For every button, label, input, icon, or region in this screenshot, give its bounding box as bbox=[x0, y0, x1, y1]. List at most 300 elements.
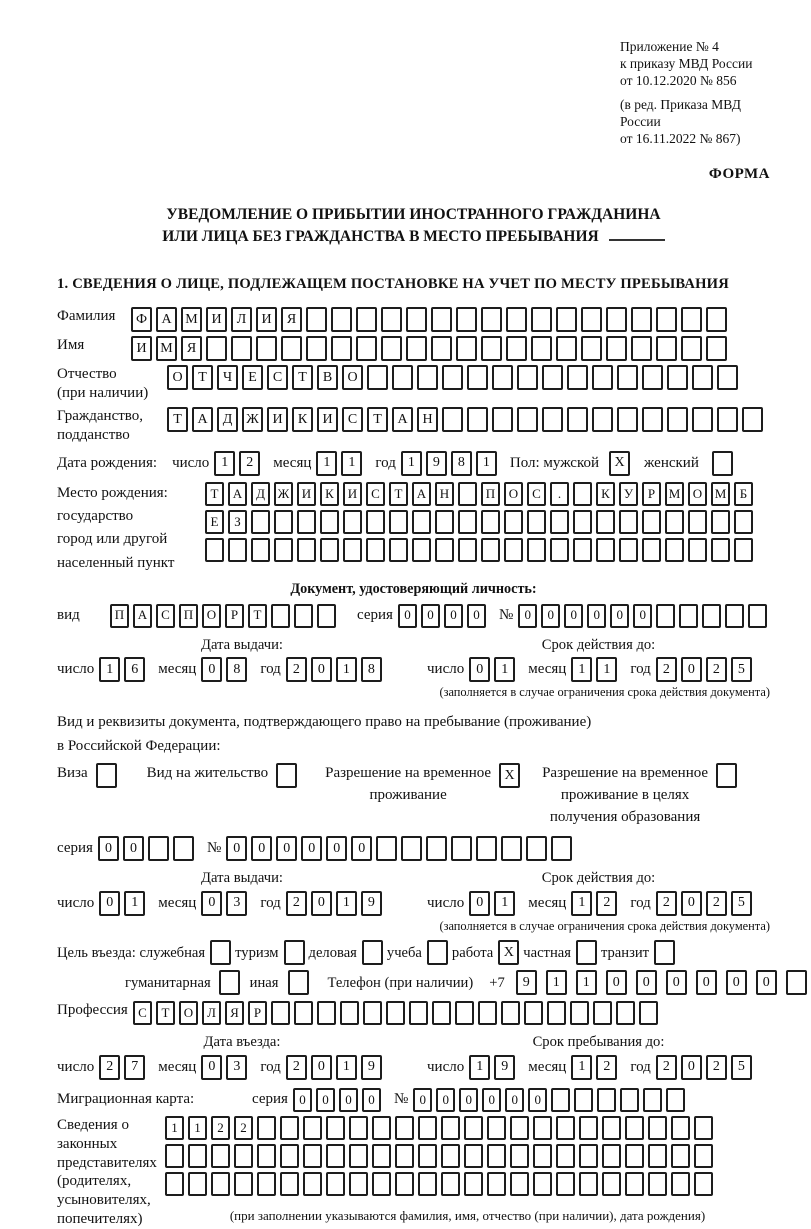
char-cell[interactable]: 0 bbox=[226, 836, 247, 861]
char-cell[interactable]: О bbox=[688, 482, 707, 506]
char-cell[interactable]: Т bbox=[389, 482, 408, 506]
char-cell[interactable] bbox=[619, 510, 638, 534]
char-cell[interactable]: П bbox=[179, 604, 198, 628]
char-cell[interactable] bbox=[501, 1001, 520, 1025]
char-cell[interactable]: 2 bbox=[656, 657, 677, 682]
char-cell[interactable] bbox=[717, 407, 738, 432]
char-cell[interactable]: Ч bbox=[217, 365, 238, 390]
char-cell[interactable]: М bbox=[181, 307, 202, 332]
char-cell[interactable] bbox=[395, 1116, 414, 1140]
char-cell[interactable] bbox=[688, 510, 707, 534]
purpose-work-checkbox[interactable]: X bbox=[498, 940, 519, 965]
char-cell[interactable]: 0 bbox=[201, 657, 222, 682]
char-cell[interactable]: М bbox=[665, 482, 684, 506]
char-cell[interactable]: 2 bbox=[211, 1116, 230, 1140]
char-cell[interactable] bbox=[211, 1172, 230, 1196]
char-cell[interactable] bbox=[531, 307, 552, 332]
char-cell[interactable]: 0 bbox=[610, 604, 629, 628]
char-cell[interactable]: Л bbox=[202, 1001, 221, 1025]
char-cell[interactable] bbox=[481, 538, 500, 562]
char-cell[interactable] bbox=[602, 1144, 621, 1168]
char-cell[interactable] bbox=[617, 407, 638, 432]
char-cell[interactable] bbox=[648, 1116, 667, 1140]
char-cell[interactable]: 0 bbox=[301, 836, 322, 861]
char-cell[interactable] bbox=[648, 1144, 667, 1168]
char-cell[interactable] bbox=[441, 1172, 460, 1196]
char-cell[interactable] bbox=[455, 1001, 474, 1025]
char-cell[interactable] bbox=[631, 307, 652, 332]
char-cell[interactable] bbox=[431, 307, 452, 332]
char-cell[interactable] bbox=[694, 1144, 713, 1168]
char-cell[interactable] bbox=[441, 1116, 460, 1140]
char-cell[interactable] bbox=[748, 604, 767, 628]
char-cell[interactable] bbox=[464, 1116, 483, 1140]
char-cell[interactable]: 0 bbox=[99, 891, 120, 916]
char-cell[interactable]: 0 bbox=[459, 1088, 478, 1112]
char-cell[interactable]: 1 bbox=[571, 891, 592, 916]
char-cell[interactable] bbox=[406, 307, 427, 332]
char-cell[interactable] bbox=[481, 336, 502, 361]
char-cell[interactable]: 9 bbox=[494, 1055, 515, 1080]
char-cell[interactable] bbox=[356, 336, 377, 361]
char-cell[interactable]: 1 bbox=[336, 891, 357, 916]
char-cell[interactable]: 0 bbox=[123, 836, 144, 861]
char-cell[interactable] bbox=[418, 1144, 437, 1168]
char-cell[interactable] bbox=[681, 336, 702, 361]
char-cell[interactable]: С bbox=[342, 407, 363, 432]
char-cell[interactable] bbox=[306, 336, 327, 361]
char-cell[interactable] bbox=[326, 1144, 345, 1168]
char-cell[interactable] bbox=[467, 407, 488, 432]
char-cell[interactable]: Ж bbox=[242, 407, 263, 432]
char-cell[interactable]: О bbox=[342, 365, 363, 390]
char-cell[interactable]: С bbox=[133, 1001, 152, 1025]
char-cell[interactable] bbox=[418, 1116, 437, 1140]
char-cell[interactable] bbox=[294, 1001, 313, 1025]
char-cell[interactable] bbox=[458, 538, 477, 562]
char-cell[interactable]: 0 bbox=[681, 891, 702, 916]
char-cell[interactable] bbox=[367, 365, 388, 390]
char-cell[interactable] bbox=[556, 1144, 575, 1168]
char-cell[interactable] bbox=[656, 604, 675, 628]
char-cell[interactable]: Б bbox=[734, 482, 753, 506]
char-cell[interactable]: Т bbox=[292, 365, 313, 390]
char-cell[interactable] bbox=[679, 604, 698, 628]
char-cell[interactable] bbox=[596, 538, 615, 562]
char-cell[interactable] bbox=[431, 336, 452, 361]
char-cell[interactable] bbox=[340, 1001, 359, 1025]
char-cell[interactable] bbox=[593, 1001, 612, 1025]
char-cell[interactable] bbox=[688, 538, 707, 562]
char-cell[interactable]: 1 bbox=[571, 657, 592, 682]
char-cell[interactable] bbox=[527, 538, 546, 562]
char-cell[interactable] bbox=[711, 538, 730, 562]
purpose-business-checkbox[interactable] bbox=[362, 940, 383, 965]
char-cell[interactable] bbox=[579, 1116, 598, 1140]
char-cell[interactable] bbox=[392, 365, 413, 390]
char-cell[interactable] bbox=[349, 1172, 368, 1196]
char-cell[interactable] bbox=[606, 307, 627, 332]
char-cell[interactable]: 0 bbox=[421, 604, 440, 628]
char-cell[interactable] bbox=[556, 1116, 575, 1140]
char-cell[interactable] bbox=[376, 836, 397, 861]
char-cell[interactable] bbox=[467, 365, 488, 390]
char-cell[interactable]: 0 bbox=[311, 891, 332, 916]
char-cell[interactable] bbox=[349, 1144, 368, 1168]
char-cell[interactable] bbox=[666, 1088, 685, 1112]
purpose-other-checkbox[interactable] bbox=[288, 970, 309, 995]
char-cell[interactable]: Р bbox=[248, 1001, 267, 1025]
char-cell[interactable]: В bbox=[317, 365, 338, 390]
char-cell[interactable] bbox=[343, 510, 362, 534]
char-cell[interactable] bbox=[642, 365, 663, 390]
char-cell[interactable] bbox=[412, 538, 431, 562]
char-cell[interactable]: У bbox=[619, 482, 638, 506]
char-cell[interactable] bbox=[550, 538, 569, 562]
char-cell[interactable] bbox=[476, 836, 497, 861]
temp-residence-education-checkbox[interactable] bbox=[716, 763, 737, 788]
char-cell[interactable] bbox=[734, 538, 753, 562]
char-cell[interactable] bbox=[271, 604, 290, 628]
char-cell[interactable] bbox=[631, 336, 652, 361]
char-cell[interactable]: 0 bbox=[251, 836, 272, 861]
char-cell[interactable]: Р bbox=[225, 604, 244, 628]
char-cell[interactable] bbox=[579, 1172, 598, 1196]
char-cell[interactable] bbox=[551, 836, 572, 861]
char-cell[interactable] bbox=[642, 407, 663, 432]
char-cell[interactable] bbox=[211, 1144, 230, 1168]
char-cell[interactable] bbox=[573, 510, 592, 534]
char-cell[interactable] bbox=[456, 307, 477, 332]
char-cell[interactable] bbox=[381, 336, 402, 361]
char-cell[interactable]: К bbox=[292, 407, 313, 432]
char-cell[interactable]: П bbox=[481, 482, 500, 506]
char-cell[interactable] bbox=[303, 1116, 322, 1140]
temp-residence-checkbox[interactable]: X bbox=[499, 763, 520, 788]
char-cell[interactable]: 0 bbox=[633, 604, 652, 628]
char-cell[interactable]: Н bbox=[417, 407, 438, 432]
char-cell[interactable] bbox=[694, 1116, 713, 1140]
char-cell[interactable]: Т bbox=[248, 604, 267, 628]
char-cell[interactable]: 0 bbox=[444, 604, 463, 628]
char-cell[interactable] bbox=[165, 1172, 184, 1196]
char-cell[interactable]: 0 bbox=[436, 1088, 455, 1112]
char-cell[interactable] bbox=[456, 336, 477, 361]
char-cell[interactable] bbox=[592, 365, 613, 390]
char-cell[interactable] bbox=[694, 1172, 713, 1196]
char-cell[interactable]: 0 bbox=[326, 836, 347, 861]
char-cell[interactable] bbox=[573, 538, 592, 562]
char-cell[interactable] bbox=[372, 1144, 391, 1168]
char-cell[interactable] bbox=[435, 538, 454, 562]
char-cell[interactable] bbox=[681, 307, 702, 332]
char-cell[interactable]: 1 bbox=[576, 970, 597, 995]
char-cell[interactable]: 0 bbox=[587, 604, 606, 628]
char-cell[interactable] bbox=[706, 336, 727, 361]
char-cell[interactable] bbox=[602, 1172, 621, 1196]
char-cell[interactable] bbox=[206, 336, 227, 361]
char-cell[interactable] bbox=[478, 1001, 497, 1025]
char-cell[interactable] bbox=[573, 482, 592, 506]
char-cell[interactable]: И bbox=[256, 307, 277, 332]
char-cell[interactable]: Н bbox=[435, 482, 454, 506]
char-cell[interactable] bbox=[533, 1144, 552, 1168]
char-cell[interactable]: 0 bbox=[564, 604, 583, 628]
char-cell[interactable]: 0 bbox=[311, 657, 332, 682]
char-cell[interactable]: С bbox=[527, 482, 546, 506]
char-cell[interactable] bbox=[492, 365, 513, 390]
char-cell[interactable]: . bbox=[550, 482, 569, 506]
char-cell[interactable]: А bbox=[156, 307, 177, 332]
char-cell[interactable]: 0 bbox=[681, 657, 702, 682]
char-cell[interactable] bbox=[542, 407, 563, 432]
char-cell[interactable] bbox=[412, 510, 431, 534]
char-cell[interactable]: 1 bbox=[476, 451, 497, 476]
char-cell[interactable] bbox=[366, 510, 385, 534]
char-cell[interactable]: О bbox=[167, 365, 188, 390]
char-cell[interactable]: 0 bbox=[201, 891, 222, 916]
char-cell[interactable]: 5 bbox=[731, 1055, 752, 1080]
char-cell[interactable] bbox=[527, 510, 546, 534]
char-cell[interactable]: 0 bbox=[362, 1088, 381, 1112]
char-cell[interactable] bbox=[442, 365, 463, 390]
char-cell[interactable] bbox=[417, 365, 438, 390]
char-cell[interactable] bbox=[606, 336, 627, 361]
char-cell[interactable] bbox=[556, 336, 577, 361]
char-cell[interactable]: 2 bbox=[706, 1055, 727, 1080]
purpose-private-checkbox[interactable] bbox=[576, 940, 597, 965]
char-cell[interactable]: А bbox=[392, 407, 413, 432]
char-cell[interactable]: 9 bbox=[361, 891, 382, 916]
char-cell[interactable] bbox=[464, 1172, 483, 1196]
char-cell[interactable] bbox=[349, 1116, 368, 1140]
char-cell[interactable] bbox=[725, 604, 744, 628]
char-cell[interactable]: 1 bbox=[165, 1116, 184, 1140]
char-cell[interactable] bbox=[581, 307, 602, 332]
char-cell[interactable] bbox=[188, 1144, 207, 1168]
char-cell[interactable] bbox=[492, 407, 513, 432]
char-cell[interactable] bbox=[205, 538, 224, 562]
char-cell[interactable]: И bbox=[267, 407, 288, 432]
char-cell[interactable]: 1 bbox=[99, 657, 120, 682]
char-cell[interactable]: И bbox=[317, 407, 338, 432]
char-cell[interactable] bbox=[734, 510, 753, 534]
char-cell[interactable] bbox=[510, 1172, 529, 1196]
char-cell[interactable]: 5 bbox=[731, 657, 752, 682]
char-cell[interactable] bbox=[526, 836, 547, 861]
char-cell[interactable] bbox=[401, 836, 422, 861]
char-cell[interactable]: 0 bbox=[756, 970, 777, 995]
char-cell[interactable]: Д bbox=[217, 407, 238, 432]
char-cell[interactable] bbox=[620, 1088, 639, 1112]
char-cell[interactable] bbox=[297, 510, 316, 534]
char-cell[interactable]: 9 bbox=[426, 451, 447, 476]
char-cell[interactable]: Е bbox=[205, 510, 224, 534]
char-cell[interactable]: 8 bbox=[451, 451, 472, 476]
char-cell[interactable] bbox=[386, 1001, 405, 1025]
char-cell[interactable] bbox=[656, 307, 677, 332]
char-cell[interactable]: И bbox=[206, 307, 227, 332]
char-cell[interactable]: 0 bbox=[606, 970, 627, 995]
char-cell[interactable] bbox=[510, 1116, 529, 1140]
char-cell[interactable] bbox=[506, 307, 527, 332]
char-cell[interactable] bbox=[343, 538, 362, 562]
char-cell[interactable] bbox=[542, 365, 563, 390]
char-cell[interactable]: Л bbox=[231, 307, 252, 332]
char-cell[interactable] bbox=[667, 365, 688, 390]
char-cell[interactable] bbox=[372, 1116, 391, 1140]
char-cell[interactable] bbox=[274, 510, 293, 534]
char-cell[interactable]: 0 bbox=[482, 1088, 501, 1112]
purpose-official-checkbox[interactable] bbox=[210, 940, 231, 965]
char-cell[interactable] bbox=[504, 510, 523, 534]
char-cell[interactable]: 0 bbox=[469, 657, 490, 682]
char-cell[interactable]: 0 bbox=[98, 836, 119, 861]
char-cell[interactable] bbox=[567, 407, 588, 432]
char-cell[interactable] bbox=[579, 1144, 598, 1168]
sex-male-checkbox[interactable]: X bbox=[609, 451, 630, 476]
char-cell[interactable] bbox=[711, 510, 730, 534]
char-cell[interactable] bbox=[274, 538, 293, 562]
char-cell[interactable] bbox=[251, 510, 270, 534]
char-cell[interactable] bbox=[597, 1088, 616, 1112]
char-cell[interactable] bbox=[435, 510, 454, 534]
char-cell[interactable] bbox=[524, 1001, 543, 1025]
char-cell[interactable]: 1 bbox=[401, 451, 422, 476]
char-cell[interactable] bbox=[280, 1172, 299, 1196]
char-cell[interactable] bbox=[165, 1144, 184, 1168]
char-cell[interactable] bbox=[625, 1172, 644, 1196]
purpose-study-checkbox[interactable] bbox=[427, 940, 448, 965]
char-cell[interactable]: О bbox=[179, 1001, 198, 1025]
char-cell[interactable] bbox=[596, 510, 615, 534]
char-cell[interactable] bbox=[326, 1116, 345, 1140]
char-cell[interactable]: О bbox=[504, 482, 523, 506]
char-cell[interactable] bbox=[458, 482, 477, 506]
char-cell[interactable]: М bbox=[156, 336, 177, 361]
char-cell[interactable] bbox=[173, 836, 194, 861]
char-cell[interactable]: 3 bbox=[226, 1055, 247, 1080]
char-cell[interactable] bbox=[551, 1088, 570, 1112]
char-cell[interactable]: З bbox=[228, 510, 247, 534]
char-cell[interactable]: 6 bbox=[124, 657, 145, 682]
char-cell[interactable] bbox=[317, 604, 336, 628]
char-cell[interactable]: 0 bbox=[518, 604, 537, 628]
char-cell[interactable] bbox=[656, 336, 677, 361]
char-cell[interactable]: С bbox=[366, 482, 385, 506]
sex-female-checkbox[interactable] bbox=[712, 451, 733, 476]
char-cell[interactable] bbox=[326, 1172, 345, 1196]
char-cell[interactable] bbox=[510, 1144, 529, 1168]
char-cell[interactable] bbox=[616, 1001, 635, 1025]
char-cell[interactable] bbox=[481, 307, 502, 332]
char-cell[interactable]: 7 bbox=[124, 1055, 145, 1080]
char-cell[interactable] bbox=[592, 407, 613, 432]
char-cell[interactable] bbox=[320, 510, 339, 534]
char-cell[interactable] bbox=[464, 1144, 483, 1168]
char-cell[interactable]: 0 bbox=[293, 1088, 312, 1112]
char-cell[interactable] bbox=[717, 365, 738, 390]
char-cell[interactable]: Я bbox=[181, 336, 202, 361]
char-cell[interactable]: 0 bbox=[467, 604, 486, 628]
char-cell[interactable]: 2 bbox=[286, 1055, 307, 1080]
char-cell[interactable]: А bbox=[192, 407, 213, 432]
char-cell[interactable] bbox=[297, 538, 316, 562]
char-cell[interactable]: Ф bbox=[131, 307, 152, 332]
char-cell[interactable] bbox=[148, 836, 169, 861]
residence-permit-checkbox[interactable] bbox=[276, 763, 297, 788]
char-cell[interactable]: 9 bbox=[361, 1055, 382, 1080]
char-cell[interactable]: 8 bbox=[361, 657, 382, 682]
char-cell[interactable]: 2 bbox=[706, 891, 727, 916]
visa-checkbox[interactable] bbox=[96, 763, 117, 788]
char-cell[interactable] bbox=[331, 336, 352, 361]
char-cell[interactable]: 2 bbox=[99, 1055, 120, 1080]
char-cell[interactable]: 0 bbox=[469, 891, 490, 916]
char-cell[interactable] bbox=[602, 1116, 621, 1140]
char-cell[interactable]: 0 bbox=[696, 970, 717, 995]
char-cell[interactable]: 0 bbox=[541, 604, 560, 628]
char-cell[interactable] bbox=[281, 336, 302, 361]
char-cell[interactable] bbox=[442, 407, 463, 432]
char-cell[interactable]: А bbox=[133, 604, 152, 628]
char-cell[interactable] bbox=[642, 538, 661, 562]
char-cell[interactable]: Е bbox=[242, 365, 263, 390]
char-cell[interactable]: Т bbox=[205, 482, 224, 506]
char-cell[interactable]: 1 bbox=[341, 451, 362, 476]
char-cell[interactable] bbox=[671, 1116, 690, 1140]
char-cell[interactable]: 0 bbox=[636, 970, 657, 995]
char-cell[interactable]: 1 bbox=[214, 451, 235, 476]
char-cell[interactable] bbox=[556, 307, 577, 332]
char-cell[interactable] bbox=[570, 1001, 589, 1025]
char-cell[interactable]: 1 bbox=[596, 657, 617, 682]
char-cell[interactable] bbox=[501, 836, 522, 861]
char-cell[interactable]: 0 bbox=[413, 1088, 432, 1112]
char-cell[interactable] bbox=[381, 307, 402, 332]
char-cell[interactable]: С bbox=[156, 604, 175, 628]
char-cell[interactable] bbox=[643, 1088, 662, 1112]
char-cell[interactable]: 0 bbox=[681, 1055, 702, 1080]
char-cell[interactable]: Т bbox=[167, 407, 188, 432]
purpose-tourism-checkbox[interactable] bbox=[284, 940, 305, 965]
char-cell[interactable]: Р bbox=[642, 482, 661, 506]
char-cell[interactable] bbox=[303, 1172, 322, 1196]
char-cell[interactable] bbox=[487, 1172, 506, 1196]
char-cell[interactable] bbox=[280, 1144, 299, 1168]
char-cell[interactable] bbox=[228, 538, 247, 562]
char-cell[interactable] bbox=[786, 970, 807, 995]
char-cell[interactable] bbox=[574, 1088, 593, 1112]
char-cell[interactable] bbox=[504, 538, 523, 562]
char-cell[interactable] bbox=[625, 1116, 644, 1140]
char-cell[interactable] bbox=[257, 1144, 276, 1168]
char-cell[interactable]: 9 bbox=[516, 970, 537, 995]
char-cell[interactable]: 1 bbox=[316, 451, 337, 476]
char-cell[interactable] bbox=[648, 1172, 667, 1196]
char-cell[interactable] bbox=[531, 336, 552, 361]
char-cell[interactable] bbox=[389, 538, 408, 562]
char-cell[interactable] bbox=[451, 836, 472, 861]
char-cell[interactable] bbox=[642, 510, 661, 534]
char-cell[interactable] bbox=[667, 407, 688, 432]
char-cell[interactable] bbox=[556, 1172, 575, 1196]
char-cell[interactable] bbox=[639, 1001, 658, 1025]
char-cell[interactable]: К bbox=[596, 482, 615, 506]
char-cell[interactable]: 1 bbox=[336, 1055, 357, 1080]
purpose-transit-checkbox[interactable] bbox=[654, 940, 675, 965]
char-cell[interactable] bbox=[617, 365, 638, 390]
